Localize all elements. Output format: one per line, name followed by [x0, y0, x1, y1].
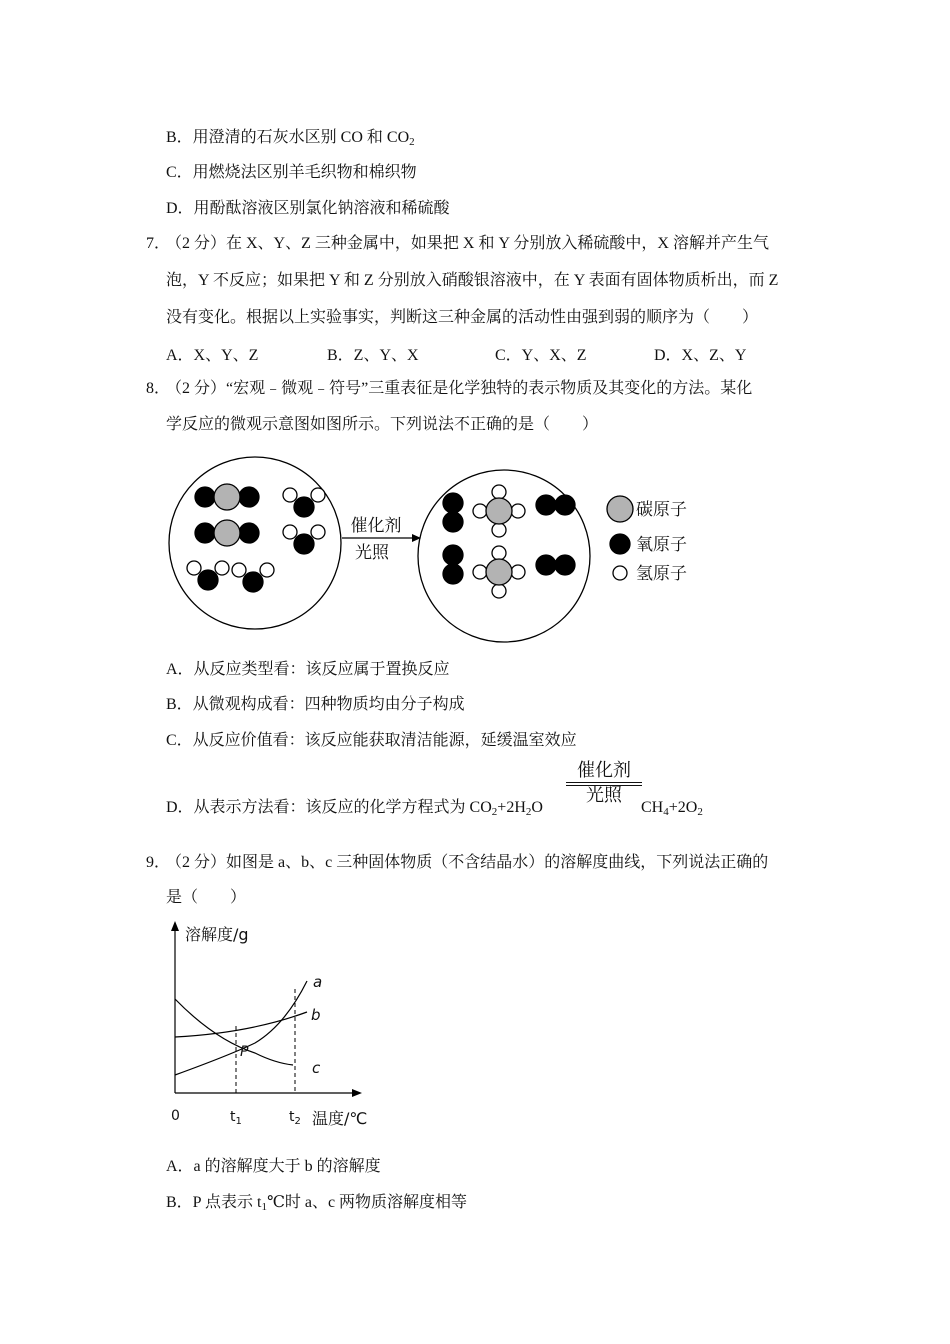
equation-condition-bottom: 光照: [586, 785, 622, 806]
q8-number: 8．: [146, 380, 171, 397]
arrow-condition-bottom: 光照: [355, 543, 389, 563]
q8-option-c: C．从反应价值看：该反应能获取清洁能源，延缓温室效应: [166, 732, 577, 749]
legend-oxygen-swatch: [610, 534, 630, 554]
origin-label: 0: [171, 1108, 180, 1124]
q8-stem-line2: 学反应的微观示意图如图所示。下列说法不正确的是（ ）: [166, 416, 599, 433]
tick-label-t1: $t_1$: [230, 1109, 242, 1127]
q6-option-d: D．用酚酞溶液区别氯化钠溶液和稀硫酸: [166, 200, 450, 217]
o2-molecule: [443, 545, 463, 584]
curve-c: [175, 999, 293, 1065]
co2-molecule: [195, 520, 259, 546]
h2o-molecule: [283, 525, 325, 554]
q7-option-a: A．X、Y、Z: [166, 347, 259, 364]
co2-molecule: [195, 484, 259, 510]
q7-option-c: C．Y、X、Z: [495, 347, 587, 364]
h2o-molecule: [283, 488, 325, 517]
o2-molecule: [536, 495, 575, 515]
curve-c-label: c: [312, 1059, 321, 1077]
legend-oxygen-label: 氧原子: [636, 535, 687, 555]
point-p-label: P: [240, 1044, 249, 1060]
ch4-molecule: [473, 546, 525, 598]
q9-number: 9．: [146, 854, 171, 871]
curve-a-label: a: [313, 973, 323, 991]
legend-hydrogen-label: 氢原子: [636, 564, 687, 584]
arrow-condition-top: 催化剂: [350, 516, 402, 536]
q7-stem-line3: 没有变化。根据以上实验事实，判断这三种金属的活动性由强到弱的顺序为（ ）: [166, 309, 759, 326]
h2o-molecule: [187, 561, 229, 590]
h2o-molecule: [232, 563, 274, 592]
curve-b-label: b: [311, 1006, 321, 1024]
y-axis-arrow-icon: [171, 921, 179, 931]
q7-stem-line1: （2 分）在 X、Y、Z 三种金属中，如果把 X 和 Y 分别放入稀硫酸中，X 溶解并产生气: [166, 235, 769, 252]
legend-carbon-swatch: [607, 496, 633, 522]
y-axis-label: 溶解度/g: [185, 925, 249, 944]
tick-label-t2: $t_2$: [289, 1109, 301, 1127]
equation-condition-top: 催化剂: [577, 760, 631, 781]
q6-option-c: C．用燃烧法区别羊毛织物和棉织物: [166, 164, 417, 181]
q8-option-d: D．从表示方法看：该反应的化学方程式为 $CO_2+2H_2O$: [166, 799, 543, 818]
q9-stem-line1: （2 分）如图是 a、b、c 三种固体物质（不含结晶水）的溶解度曲线，下列说法正确的: [166, 854, 769, 871]
q7-options: [166, 342, 806, 364]
q7-number: 7．: [146, 235, 171, 252]
solubility-chart: [160, 915, 380, 1135]
q7-option-d: D．X、Z、Y: [654, 347, 747, 364]
q8-option-b: B．从微观构成看：四种物质均由分子构成: [166, 696, 465, 713]
q8-stem-line1: （2 分）“宏观﹣微观﹣符号”三重表征是化学独特的表示物质及其变化的方法。某化: [166, 380, 753, 397]
q6-option-b: B．用澄清的石灰水区别 CO 和 $CO_2$: [166, 129, 415, 148]
x-axis-arrow-icon: [352, 1089, 362, 1097]
q9-option-a: A．a 的溶解度大于 b 的溶解度: [166, 1158, 381, 1175]
q8-option-a: A．从反应类型看：该反应属于置换反应: [166, 661, 450, 678]
equation-products: $CH_4+2O_2$: [641, 799, 703, 818]
ch4-molecule: [473, 485, 525, 537]
curve-b: [175, 1012, 307, 1037]
equation-condition: [566, 760, 642, 806]
legend-carbon-label: 碳原子: [636, 500, 687, 520]
q9-stem-line2: 是（ ）: [166, 889, 247, 906]
o2-molecule: [443, 493, 463, 532]
x-axis-label: 温度/℃: [312, 1109, 368, 1128]
reactants-circle: [169, 457, 341, 629]
curve-a: [175, 981, 307, 1075]
q9-option-b: B．P 点表示 $t_1℃$时 a、c 两物质溶解度相等: [166, 1194, 468, 1213]
q7-option-b: B．Z、Y、X: [327, 347, 419, 364]
o2-molecule: [536, 555, 575, 575]
reaction-diagram: [160, 440, 720, 650]
q7-stem-line2: 泡，Y 不反应；如果把 Y 和 Z 分别放入硝酸银溶液中，在 Y 表面有固体物质析出，而 Z: [166, 272, 779, 289]
legend-hydrogen-swatch: [613, 566, 627, 580]
